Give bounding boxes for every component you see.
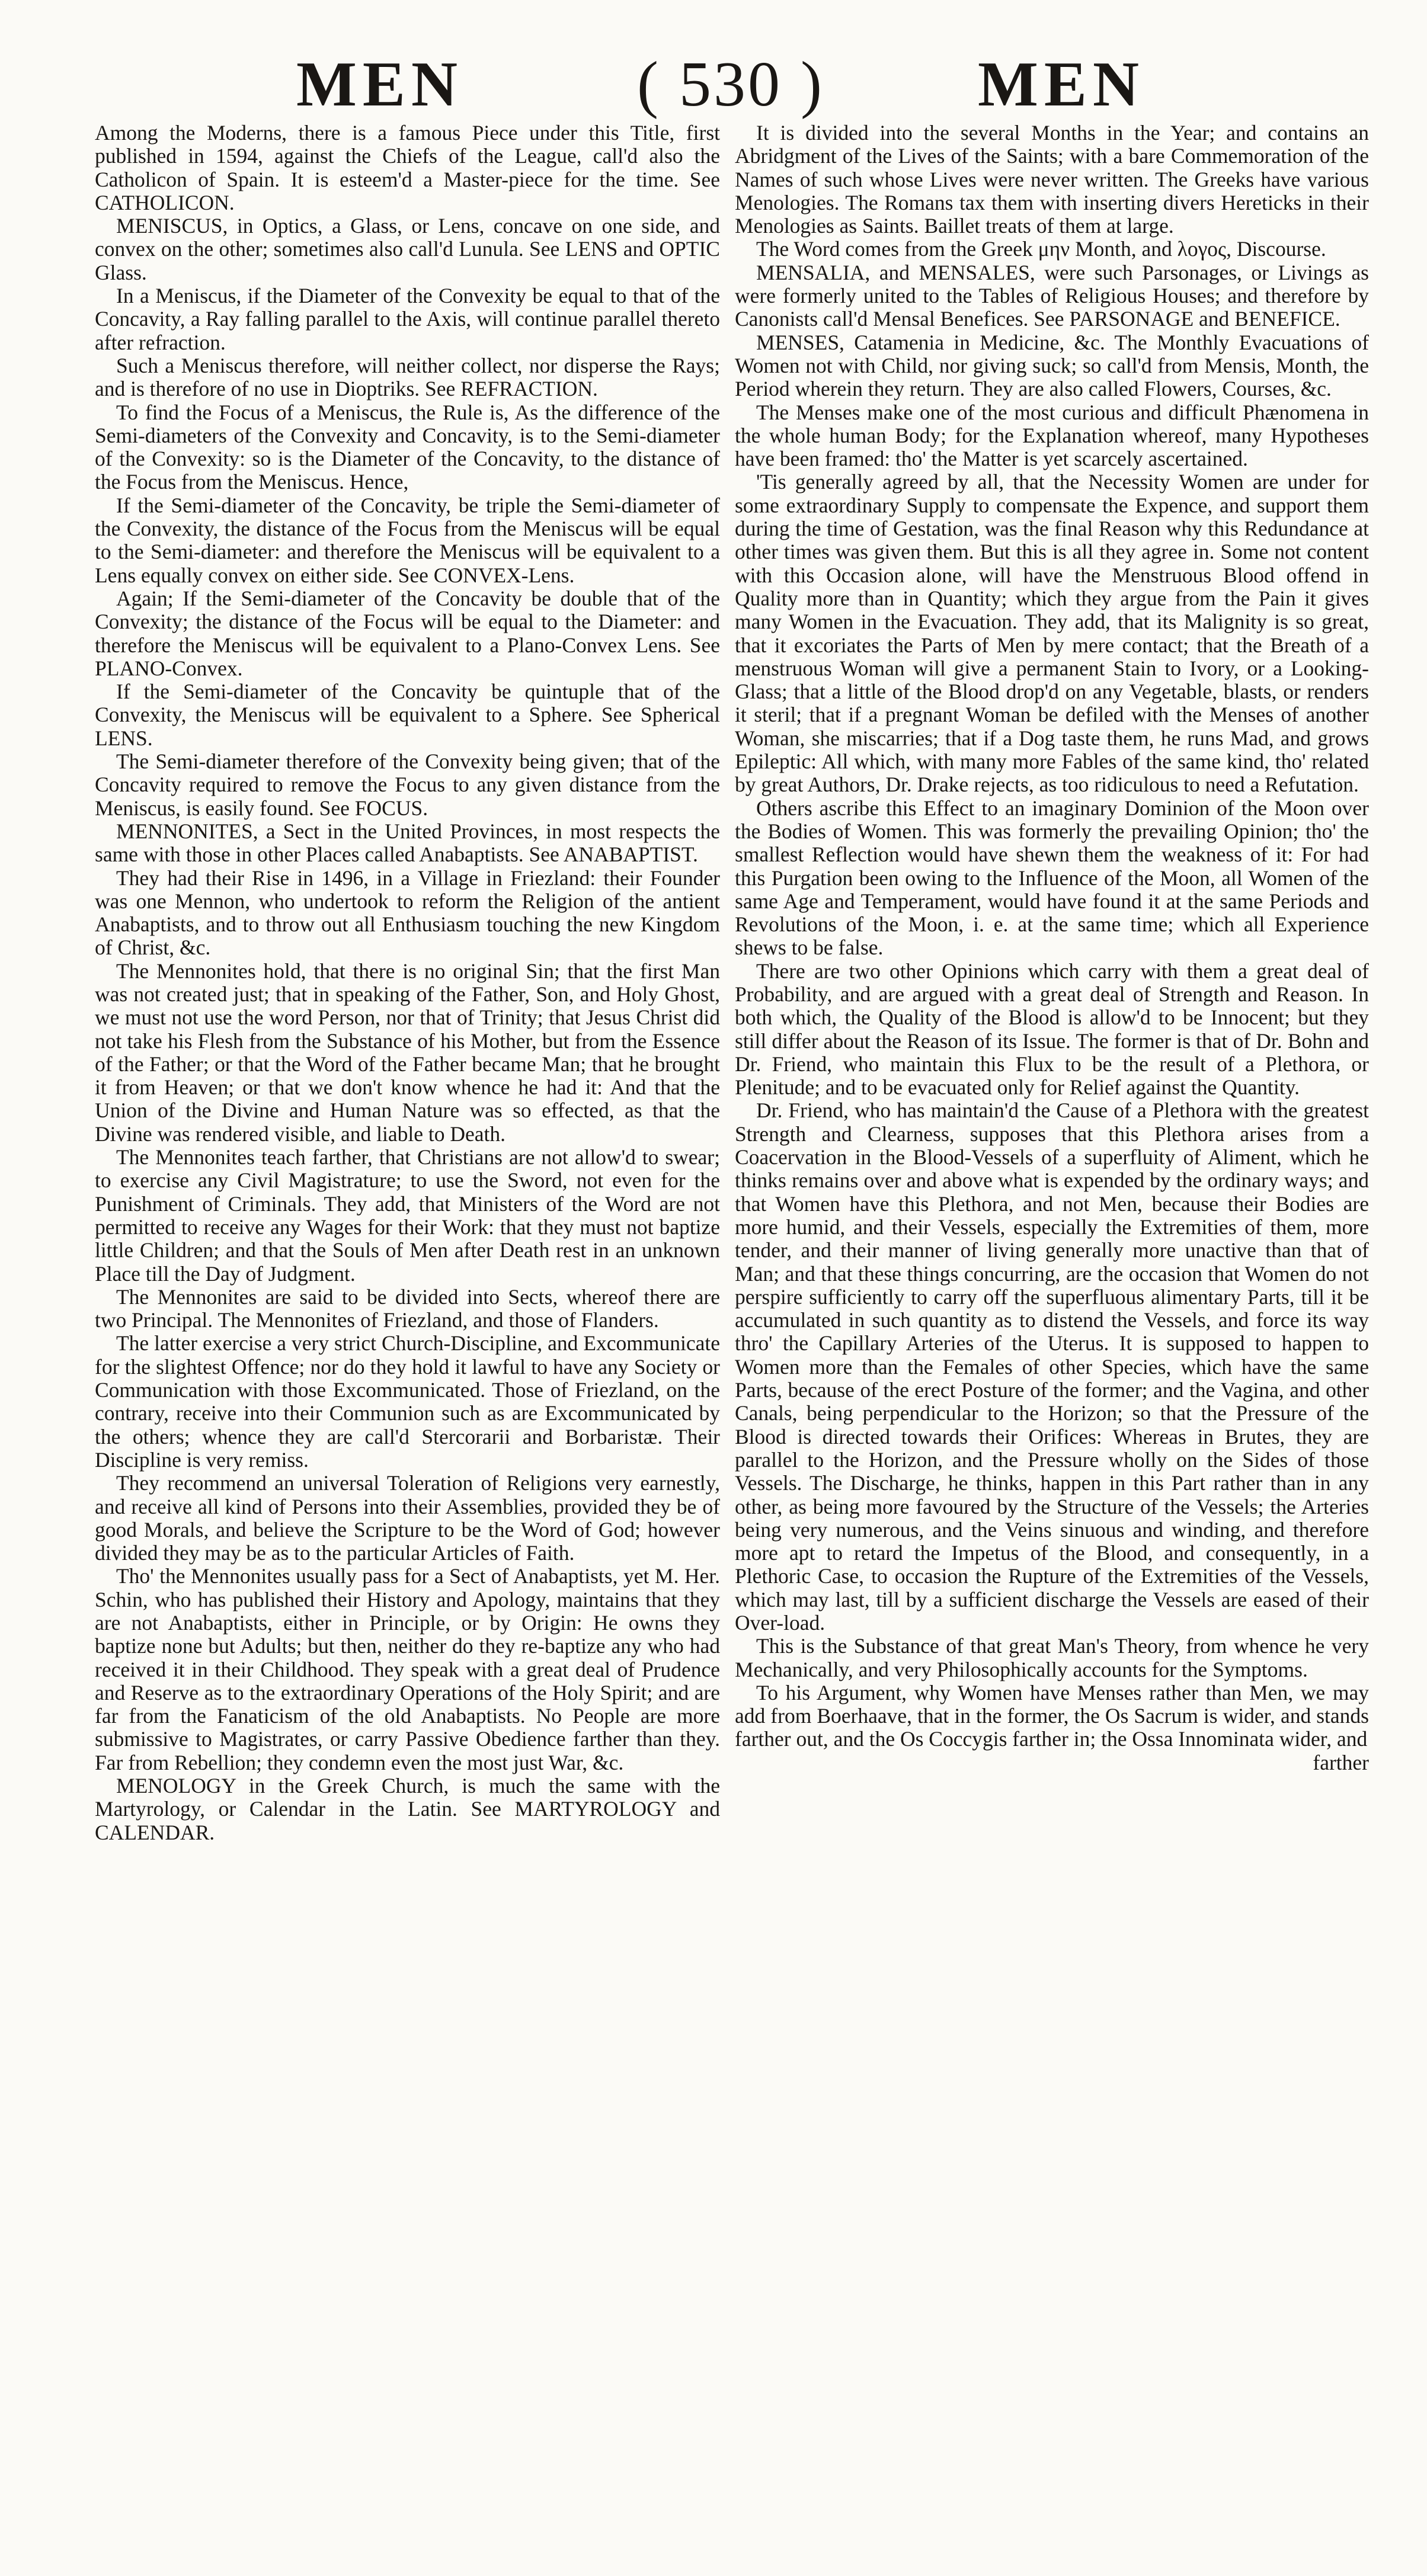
paragraph: MENNONITES, a Sect in the United Provinces, in most respects the same with those in other Places called Anabaptists. See ANABAPTIST. [95, 819, 720, 867]
right-column [735, 121, 1369, 2562]
paragraph: 'Tis generally agreed by all, that the Necessity Women are under for some extraordinary Supply to compensate the Expence, and support them during the time of Gestation, was the final Reason why this Redundance at other times was given them. But this is all they agree in. Some not content with this Occasion alone, will have the Menstruous Blood offend in Quality more than in Quantity; which they argue from the Pain it gives many Women in the Evacuation. They add, that its Malignity is so great, that it excoriates the Parts of Men by mere contact; that the Breath of a menstruous Woman will give a permanent Stain to Ivory, or a Looking-Glass; that a little of the Blood drop'd on any Vegetable, blasts, or renders it steril; that if a pregnant Woman be defiled with the Menses of another Woman, she miscarries; that if a Dog taste them, he runs Mad, and grows Epileptic: All which, with many more Fables of the same kind, tho' related by great Authors, Dr. Drake rejects, as too ridiculous to need a Refutation. [735, 470, 1369, 797]
paragraph: They had their Rise in 1496, in a Village in Friezland: their Founder was one Mennon, who undertook to reform the Religion of the antient Anabaptists, and to throw out all Enthusiasm touching the new Kingdom of Christ, &c. [95, 866, 720, 960]
paragraph: Again; If the Semi-diameter of the Concavity be double that of the Convexity; the distance of the Focus will be equal to the Diameter: and therefore the Meniscus will be equivalent to a Plano-Convex Lens. See PLANO-Convex. [95, 586, 720, 680]
paragraph: The Menses make one of the most curious and difficult Phænomena in the whole human Body; for the Explanation whereof, many Hypotheses have been framed: tho' the Matter is yet scarcely ascertained. [735, 400, 1369, 471]
running-head-right: MEN [978, 49, 1145, 120]
paragraph: Dr. Friend, who has maintain'd the Cause of a Plethora with the greatest Strength and Clearness, supposes that this Plethora arises from a Coacervation in the Blood-Vessels of a superfluity of Aliment, which he thinks remains over and above what is expended by the ordinary ways; and that Women have this Plethora, and not Men, because their Bodies are more humid, and their Vessels, especially the Extremities of them, more tender, and their manner of living generally more unactive than that of Man; and that these things concurring, are the occasion that Women do not perspire sufficiently to carry off the superfluous alimentary Parts, till it be accumulated in such quantity as to distend the Vessels, and force its way thro' the Capillary Arteries of the Uterus. It is supposed to happen to Women more than the Females of other Species, which have the same Parts, because of the erect Posture of the former; and the Vagina, and other Canals, being perpendicular to the Horizon; so that the Pressure of the Blood is directed towards their Orifices: Whereas in Brutes, they are parallel to the Horizon, and the Pressure wholly on the Sides of those Vessels. The Discharge, he thinks, happen in this Part rather than in any other, as being more favoured by the Structure of the Vessels; the Arteries being very numerous, and the Veins sinuous and winding, and therefore more apt to retard the Impetus of the Blood, and consequently, in a Plethoric Case, to occasion the Rupture of the Extremities of the Vessels, which may last, till by a sufficient discharge the Vessels are eased of their Over-load. [735, 1098, 1369, 1635]
paragraph: If the Semi-diameter of the Concavity be quintuple that of the Convexity, the Meniscus will be equivalent to a Sphere. See Spherical LENS. [95, 680, 720, 750]
paragraph: Among the Moderns, there is a famous Piece under this Title, first published in 1594, against the Chiefs of the League, call'd also the Catholicon of Spain. It is esteem'd a Master-piece for the time. See CATHOLICON. [95, 121, 720, 214]
paragraph: The Word comes from the Greek μην Month, and λογος, Discourse. [756, 237, 1326, 261]
paragraph: To his Argument, why Women have Menses rather than Men, we may add from Boerhaave, that in the former, the Os Sacrum is wider, and stands farther out, and the Os Coccygis farther in; the Ossa Innominata wider, and [735, 1680, 1369, 1751]
paragraph: MENSES, Catamenia in Medicine, &c. The Monthly Evacuations of Women not with Child, nor giving suck; so call'd from Mensis, Month, the Period wherein they return. They are also called Flowers, Courses, &c. [735, 330, 1369, 401]
paragraph: Tho' the Mennonites usually pass for a Sect of Anabaptists, yet M. Her. Schin, who has published their History and Apology, maintains that they are not Anabaptists, either in Principle, or by Origin: He owns they baptize none but Adults; but then, neither do they re-baptize any who had received it in their Childhood. They speak with a great deal of Prudence and Reserve as to the extraordinary Operations of the Holy Spirit; and are far from the Fanaticism of the old Anabaptists. No People are more submissive to Magistrates, or carry Passive Obedience farther than they. Far from Rebellion; they condemn even the most just War, &c. [95, 1564, 720, 1774]
paragraph: The Mennonites teach farther, that Christians are not allow'd to swear; to exercise any Civil Magistrature; to use the Sword, not even for the Punishment of Criminals. They add, that Ministers of the Word are not permitted to receive any Wages for their Work: that they must not baptize little Children; and that the Souls of Men after Death rest in an unknown Place till the Day of Judgment. [95, 1145, 720, 1286]
left-column [95, 121, 720, 2562]
running-head-left: MEN [296, 49, 463, 120]
page-number: ( 530 ) [637, 49, 824, 120]
paragraph: If the Semi-diameter of the Concavity, be triple the Semi-diameter of the Convexity, the distance of the Focus from the Meniscus will be equal to the Semi-diameter: and therefore the Meniscus will be equivalent to a Lens equally convex on either side. See CONVEX-Lens. [95, 493, 720, 587]
paragraph: There are two other Opinions which carry with them a great deal of Probability, and are argued with a great deal of Strength and Reason. In both which, the Quality of the Blood is allow'd to be Innocent; but they still differ about the Reason of its Issue. The former is that of Dr. Bohn and Dr. Friend, who maintain this Flux to be the result of a Plethora, or Plenitude; and to be evacuated only for Relief against the Quantity. [735, 959, 1369, 1100]
catchword: farther [1313, 1750, 1369, 1774]
paragraph: This is the Substance of that great Man's Theory, from whence he very Mechanically, and very Philosophically accounts for the Symptoms. [735, 1634, 1369, 1681]
paragraph: MENISCUS, in Optics, a Glass, or Lens, concave on one side, and convex on the other; sometimes also call'd Lunula. See LENS and OPTIC Glass. [95, 214, 720, 284]
paragraph: MENOLOGY in the Greek Church, is much the same with the Martyrology, or Calendar in the Latin. See MARTYROLOGY and CALENDAR. [95, 1774, 720, 1844]
page-header [89, 49, 1333, 120]
paragraph: The latter exercise a very strict Church-Discipline, and Excommunicate for the slightest Offence; nor do they hold it lawful to have any Society or Communication with those Excommunicated. Those of Friezland, on the contrary, receive into their Communion such as are Excommunicated by the others; whence they are call'd Stercorarii and Borbaristæ. Their Discipline is very remiss. [95, 1331, 720, 1472]
paragraph: It is divided into the several Months in the Year; and contains an Abridgment of the Lives of the Saints; with a bare Commemoration of the Names of such whose Lives were never written. The Greeks have various Menologies. The Romans tax them with inserting divers Hereticks in their Menologies as Saints. Baillet treats of them at large. [735, 121, 1369, 238]
paragraph: They recommend an universal Toleration of Religions very earnestly, and receive all kind of Persons into their Assemblies, provided they be of good Morals, and believe the Scripture to be the Word of God; however divided they may be as to the particular Articles of Faith. [95, 1471, 720, 1565]
paragraph: The Semi-diameter therefore of the Convexity being given; that of the Concavity required to remove the Focus to any given distance from the Meniscus, is easily found. See FOCUS. [95, 749, 720, 820]
paragraph: Such a Meniscus therefore, will neither collect, nor disperse the Rays; and is therefore of no use in Dioptriks. See REFRACTION. [95, 353, 720, 401]
paragraph: To find the Focus of a Meniscus, the Rule is, As the difference of the Semi-diameters of the Convexity and Concavity, is to the Semi-diameter of the Convexity: so is the Diameter of the Concavity, to the distance of the Focus from the Meniscus. Hence, [95, 400, 720, 494]
paragraph: Others ascribe this Effect to an imaginary Dominion of the Moon over the Bodies of Women. This was formerly the prevailing Opinion; tho' the smallest Reflection would have shewn them the weakness of it: For had this Purgation been owing to the Influence of the Moon, all Women of the same Age and Temperament, would have found it at the same Periods and Revolutions of the Moon, i. e. at the same time; which all Experience shews to be false. [735, 796, 1369, 960]
paragraph: The Mennonites are said to be divided into Sects, whereof there are two Principal. The Mennonites of Friezland, and those of Flanders. [95, 1284, 720, 1332]
paragraph: MENSALIA, and MENSALES, were such Parsonages, or Livings as were formerly united to the Tables of Religious Houses; and therefore by Canonists call'd Mensal Benefices. See PARSONAGE and BENEFICE. [735, 260, 1369, 331]
paragraph: The Mennonites hold, that there is no original Sin; that the first Man was not created just; that in speaking of the Father, Son, and Holy Ghost, we must not use the word Person, nor that of Trinity; that Jesus Christ did not take his Flesh from the Substance of his Mother, but from the Essence of the Father; or that the Word of the Father became Man; that he brought it from Heaven; or that we don't know whence he had it: And that the Union of the Divine and Human Nature was so effected, as that the Divine was rendered visible, and liable to Death. [95, 959, 720, 1146]
paragraph: In a Meniscus, if the Diameter of the Convexity be equal to that of the Concavity, a Ray falling parallel to the Axis, will continue parallel thereto after refraction. [95, 284, 720, 354]
